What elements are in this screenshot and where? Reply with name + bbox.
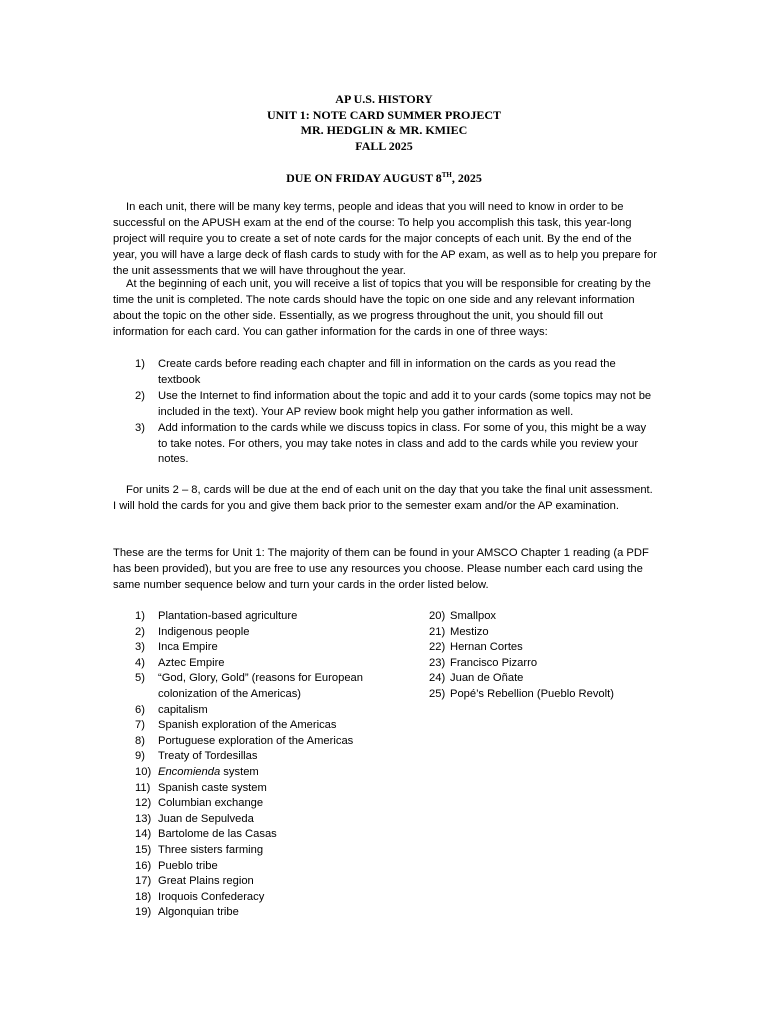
due-date-prefix: DUE ON FRIDAY AUGUST 8 — [286, 171, 442, 185]
term-item — [113, 656, 373, 672]
term-number: 20) — [429, 610, 446, 622]
term-item — [405, 625, 665, 641]
term-item — [113, 734, 373, 750]
term-item — [113, 843, 373, 859]
term-text: Francisco Pizarro — [450, 656, 538, 669]
term-number: 1) — [135, 610, 145, 622]
term-text: Iroquois Confederacy — [158, 890, 265, 903]
term-number: 17) — [135, 875, 152, 888]
term-text: Juan de Oñate — [450, 672, 524, 685]
term-item — [405, 687, 665, 703]
term-text-italic: Encomienda — [158, 765, 221, 778]
intro-paragraph: In each unit, there will be many key terms, people and ideas that you will need to know in order to be successful on the APUSH exam at the end of the course: To help you accomplish this task, this year-long project will require you to create a set of note cards for the major concepts of each unit. By the end of the year, you will have a large deck of flash cards to study with for the AP exam, as well as to help you prepare for the unit assessments that we will have throughout the year. — [113, 201, 657, 277]
term-number: 15) — [135, 843, 152, 856]
due-date-suffix: , 2025 — [451, 171, 482, 185]
term-item — [113, 812, 373, 828]
terms-list-right — [405, 609, 665, 703]
term-number: 19) — [135, 906, 152, 919]
term-text: Bartolome de las Casas — [158, 828, 277, 841]
term-number: 18) — [135, 890, 152, 903]
term-number: 24) — [429, 672, 446, 685]
term-text: Smallpox — [450, 610, 497, 622]
topics-paragraph: At the beginning of each unit, you will receive a list of topics that you will be responsible for creating by the time the unit is completed. The note cards should have the topic on one side and any relevant information about the topic on the other side. Essentially, as we progress throughout the unit, you should fill out information for each card. You can gather information for the cards in one of three ways: — [113, 278, 651, 338]
term-item — [113, 749, 373, 765]
term-number: 22) — [429, 641, 446, 654]
term-text: Spanish caste system — [158, 781, 267, 794]
term-text: capitalism — [158, 703, 208, 716]
term-item — [113, 796, 373, 812]
method-number: 3) — [135, 421, 145, 434]
term-item — [405, 640, 665, 656]
document-header — [0, 92, 768, 154]
term-number: 8) — [135, 734, 145, 747]
method-number: 2) — [135, 389, 145, 402]
term-item — [113, 625, 373, 641]
term-number: 12) — [135, 797, 152, 810]
terms-intro-paragraph: These are the terms for Unit 1: The majority of them can be found in your AMSCO Chapter 1 reading (a PDF has been provided), but you are free to use any resources you choose. Please number each card using the same number sequence below and turn your cards in the order listed below. — [113, 547, 649, 591]
term-item — [405, 656, 665, 672]
method-text: Create cards before reading each chapter and fill in information on the cards as you read the textbook — [158, 358, 616, 386]
term-number: 7) — [135, 719, 145, 732]
due-date — [0, 170, 768, 186]
term-text: Popé’s Rebellion (Pueblo Revolt) — [450, 687, 614, 700]
term-item — [113, 703, 373, 719]
term-number: 13) — [135, 812, 152, 825]
term-item — [405, 609, 665, 625]
term-number: 3) — [135, 641, 145, 654]
term-item — [113, 905, 373, 921]
term-text: Spanish exploration of the Americas — [158, 719, 337, 732]
term-text: Plantation-based agriculture — [158, 610, 298, 622]
term-text: Treaty of Tordesillas — [158, 750, 258, 763]
term-item — [113, 671, 373, 702]
term-item — [113, 827, 373, 843]
term-item — [113, 859, 373, 875]
term-text: “God, Glory, Gold” (reasons for European colonization of the Americas) — [158, 672, 363, 700]
method-item — [113, 357, 658, 389]
term-item — [113, 640, 373, 656]
term-item — [113, 609, 373, 625]
term-text: Three sisters farming — [158, 843, 264, 856]
method-item — [113, 421, 658, 469]
term-text: Columbian exchange — [158, 797, 264, 810]
term-text: Juan de Sepulveda — [158, 812, 254, 825]
term-text: Mestizo — [450, 625, 489, 638]
term-number: 23) — [429, 656, 446, 669]
term-text: Indigenous people — [158, 625, 250, 638]
due-schedule-paragraph: For units 2 – 8, cards will be due at the end of each unit on the day that you take the final unit assessment. I will hold the cards for you and give them back prior to the semester exam and/or the AP examination. — [113, 484, 653, 512]
term-text: Aztec Empire — [158, 656, 225, 669]
method-item — [113, 389, 658, 421]
term-number: 2) — [135, 625, 145, 638]
term-text: Inca Empire — [158, 641, 218, 654]
term-number: 5) — [135, 672, 145, 685]
term-number: 9) — [135, 750, 145, 763]
term-number: 16) — [135, 859, 152, 872]
methods-list — [113, 357, 658, 468]
terms-list-left — [113, 609, 373, 921]
course-title: AP U.S. HISTORY — [335, 92, 433, 106]
due-date-ordinal: TH — [441, 171, 452, 179]
term-item — [113, 765, 373, 781]
term-item — [113, 890, 373, 906]
term-item — [113, 874, 373, 890]
term: FALL 2025 — [355, 138, 413, 153]
term-text: system — [220, 765, 259, 778]
term-text: Algonquian tribe — [158, 906, 239, 919]
term-item — [113, 781, 373, 797]
term-number: 4) — [135, 656, 145, 669]
term-text: Great Plains region — [158, 875, 254, 888]
teachers: MR. HEDGLIN & MR. KMIEC — [300, 123, 468, 137]
term-text: Hernan Cortes — [450, 641, 523, 654]
term-number: 25) — [429, 687, 446, 700]
term-number: 21) — [429, 625, 446, 638]
term-number: 14) — [135, 828, 152, 841]
term-item — [113, 718, 373, 734]
project-title: UNIT 1: NOTE CARD SUMMER PROJECT — [266, 107, 502, 122]
term-text: Portuguese exploration of the Americas — [158, 734, 354, 747]
term-item — [405, 671, 665, 687]
method-text: Use the Internet to find information about the topic and add it to your cards (some topics may not be included in the text). Your AP review book might help you gather information as well. — [158, 389, 652, 418]
method-text: Add information to the cards while we discuss topics in class. For some of you, this might be a way to take notes. For others, you may take notes in class and add to the cards while you review your notes. — [158, 421, 647, 466]
term-number: 6) — [135, 703, 145, 716]
term-number: 10) — [135, 765, 152, 778]
term-text: Pueblo tribe — [158, 859, 218, 872]
term-number: 11) — [135, 781, 151, 794]
method-number: 1) — [135, 358, 145, 370]
